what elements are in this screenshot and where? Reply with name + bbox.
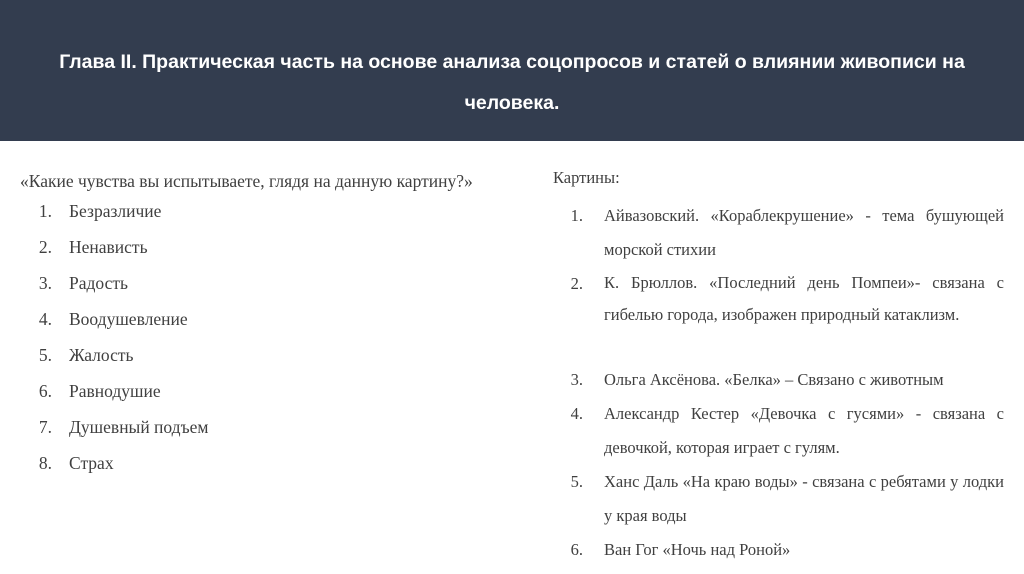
paintings-column (553, 166, 1004, 567)
list-item-number: 5. (38, 345, 52, 365)
list-item-text: Ненависть (69, 237, 148, 257)
list-item-text: Ольга Аксёнова. «Белка» – Связано с животным (604, 370, 944, 389)
list-item-number: 3. (38, 273, 52, 293)
list-item-text: Душевный подъем (69, 417, 209, 437)
list-item (20, 270, 560, 306)
paintings-list (553, 199, 1004, 567)
list-item-text: Равнодушие (69, 381, 161, 401)
list-item-text: Ханс Даль «На краю воды» - связана с ребятами у лодки у края воды (604, 472, 1004, 525)
list-item-number: 7. (38, 417, 52, 437)
list-item-number: 1. (570, 206, 583, 225)
list-item-text: Ван Гог «Ночь над Роной» (604, 540, 791, 559)
list-item-text: Жалость (69, 345, 134, 365)
list-item-number: 4. (570, 404, 583, 423)
list-item-number: 1. (38, 201, 52, 221)
list-item-number: 2. (570, 274, 583, 293)
list-item-number: 6. (570, 540, 583, 559)
list-item (553, 199, 1004, 267)
list-item (553, 397, 1004, 465)
list-item (20, 342, 560, 378)
list-item (553, 363, 1004, 397)
list-item (20, 378, 560, 414)
list-item-number: 4. (38, 309, 52, 329)
list-item-text: К. Брюллов. «Последний день Помпеи»- связана с гибелью города, изображен природный катаклизм. (604, 273, 1004, 324)
list-item (20, 450, 560, 486)
slide-header (0, 0, 1024, 141)
slide-title: Глава II. Практическая часть на основе анализа соцопросов и статей о влиянии живописи на человека. (59, 51, 965, 114)
list-item-number: 2. (38, 237, 52, 257)
list-item (20, 414, 560, 450)
list-item-number: 3. (570, 370, 583, 389)
feelings-column (20, 168, 560, 486)
list-item-text: Безразличие (69, 201, 162, 221)
list-item-text: Воодушевление (69, 309, 188, 329)
list-item (553, 267, 1004, 363)
list-item-text: Александр Кестер «Девочка с гусями» - связана с девочкой, которая играет с гулям. (604, 404, 1004, 457)
list-item-number: 6. (38, 381, 52, 401)
survey-question: «Какие чувства вы испытываете, глядя на данную картину?» (20, 171, 473, 191)
list-item (20, 306, 560, 342)
list-item-text: Страх (69, 453, 114, 473)
list-item (20, 198, 560, 234)
paintings-heading: Картины: (553, 168, 620, 187)
list-item (553, 465, 1004, 533)
list-item-number: 8. (38, 453, 52, 473)
feelings-list (20, 198, 560, 486)
list-item-text: Айвазовский. «Кораблекрушение» - тема бушующей морской стихии (604, 206, 1004, 259)
list-item (553, 533, 1004, 567)
list-item-text: Радость (69, 273, 128, 293)
list-item-number: 5. (570, 472, 583, 491)
list-item (20, 234, 560, 270)
